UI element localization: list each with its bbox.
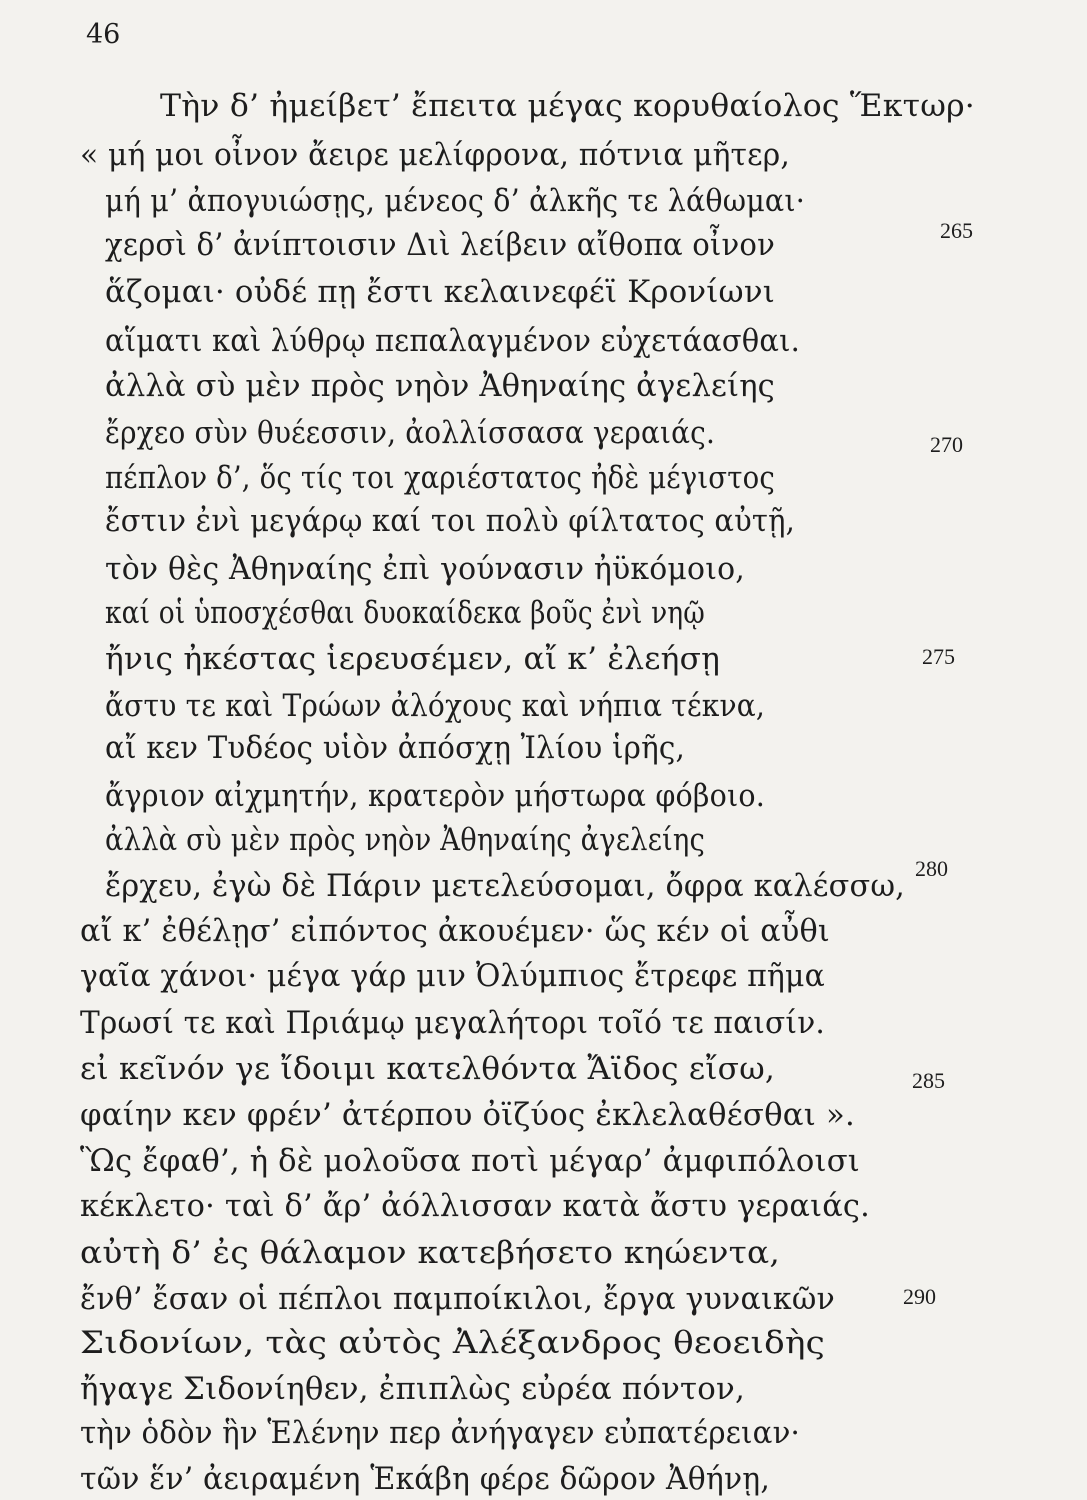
verse-line: φαίην κεν φρέν’ ἀτέρπου ὀϊζύος ἐκλελαθέσθαι ».	[80, 1097, 855, 1133]
verse-line: τῶν ἕν’ ἀειραμένη Ἑκάβη φέρε δῶρον Ἀθήνῃ,	[80, 1461, 770, 1497]
line-number: 275	[922, 644, 955, 669]
verse-line: εἰ κεῖνόν γε ἴδοιμι κατελθόντα Ἄϊδος εἴσω,	[80, 1051, 775, 1087]
verse-line: ἔρχευ, ἐγὼ δὲ Πάριν μετελεύσομαι, ὄφρα καλέσσω,	[105, 868, 905, 904]
verse-line: ἔρχεο σὺν θυέεσσιν, ἀολλίσσασα γεραιάς.	[105, 415, 715, 451]
verse-line: γαῖα χάνοι· μέγα γάρ μιν Ὀλύμπιος ἔτρεφε πῆμα	[80, 958, 825, 994]
verse-line: καί οἱ ὑποσχέσθαι δυοκαίδεκα βοῦς ἐνὶ νηῷ	[105, 595, 705, 631]
line-number: 265	[940, 218, 973, 243]
line-number: 270	[930, 432, 963, 457]
verse-line: Σιδονίων, τὰς αὐτὸς Ἀλέξανδρος θεοειδὴς	[80, 1325, 825, 1361]
verse-line: μή μ’ ἀπογυιώσῃς, μένεος δ’ ἀλκῆς τε λάθωμαι·	[105, 183, 805, 219]
line-number: 280	[915, 856, 948, 881]
line-number: 290	[903, 1284, 936, 1309]
verse-line: αἵματι καὶ λύθρῳ πεπαλαγμένον εὐχετάασθαι.	[105, 323, 800, 359]
verse-line: ἤνις ἠκέστας ἱερευσέμεν, αἴ κ’ ἐλεήσῃ	[105, 641, 720, 677]
verse-line: Ὣς ἔφαθ’, ἡ δὲ μολοῦσα ποτὶ μέγαρ’ ἀμφιπόλοισι	[80, 1143, 860, 1179]
verse-line: ἀλλὰ σὺ μὲν πρὸς νηὸν Ἀθηναίης ἀγελείης	[105, 822, 705, 858]
verse-line: ἀλλὰ σὺ μὲν πρὸς νηὸν Ἀθηναίης ἀγελείης	[105, 368, 775, 404]
line-number: 285	[912, 1068, 945, 1093]
verse-line: κέκλετο· ταὶ δ’ ἄρ’ ἀόλλισσαν κατὰ ἄστυ γεραιάς.	[80, 1188, 870, 1224]
verse-line: τὴν ὁδὸν ἣν Ἑλένην περ ἀνήγαγεν εὐπατέρειαν·	[80, 1415, 800, 1451]
verse-line: ἄγριον αἰχμητήν, κρατερὸν μήστωρα φόβοιο.	[105, 778, 765, 814]
verse-line: αἴ κεν Τυδέος υἱὸν ἀπόσχῃ Ἰλίου ἱρῆς,	[105, 730, 685, 766]
verse-line: ἤγαγε Σιδονίηθεν, ἐπιπλὼς εὐρέα πόντον,	[80, 1371, 745, 1407]
verse-line: ἔνθ’ ἔσαν οἱ πέπλοι παμποίκιλοι, ἔργα γυναικῶν	[80, 1281, 835, 1317]
verse-line: πέπλον δ’, ὅς τίς τοι χαριέστατος ἠδὲ μέγιστος	[105, 460, 775, 496]
verse-line: ἄστυ τε καὶ Τρώων ἀλόχους καὶ νήπια τέκνα,	[105, 688, 765, 724]
verse-line: χερσὶ δ’ ἀνίπτοισιν Διὶ λείβειν αἴθοπα οἶνον	[105, 227, 775, 263]
verse-line: αὐτὴ δ’ ἐς θάλαμον κατεβήσετο κηώεντα,	[80, 1235, 780, 1271]
verse-line: Τρωσί τε καὶ Πριάμῳ μεγαλήτορι τοῖό τε παισίν.	[80, 1005, 825, 1041]
verse-line: ἅζομαι· οὐδέ πῃ ἔστι κελαινεφέϊ Κρονίωνι	[105, 274, 775, 310]
verse-line: ἔστιν ἐνὶ μεγάρῳ καί τοι πολὺ φίλτατος αὐτῇ,	[105, 503, 795, 539]
verse-line: αἴ κ’ ἐθέλῃσ’ εἰπόντος ἀκουέμεν· ὥς κέν οἱ αὖθι	[80, 913, 830, 949]
verse-line: Τὴν δ’ ἠμείβετ’ ἔπειτα μέγας κορυθαίολος Ἕκτωρ·	[160, 88, 975, 124]
verse-line: τὸν θὲς Ἀθηναίης ἐπὶ γούνασιν ἠϋκόμοιο,	[105, 551, 745, 587]
page-number: 46	[86, 19, 121, 50]
verse-line: « μή μοι οἶνον ἄειρε μελίφρονα, πότνια μῆτερ,	[80, 137, 790, 173]
